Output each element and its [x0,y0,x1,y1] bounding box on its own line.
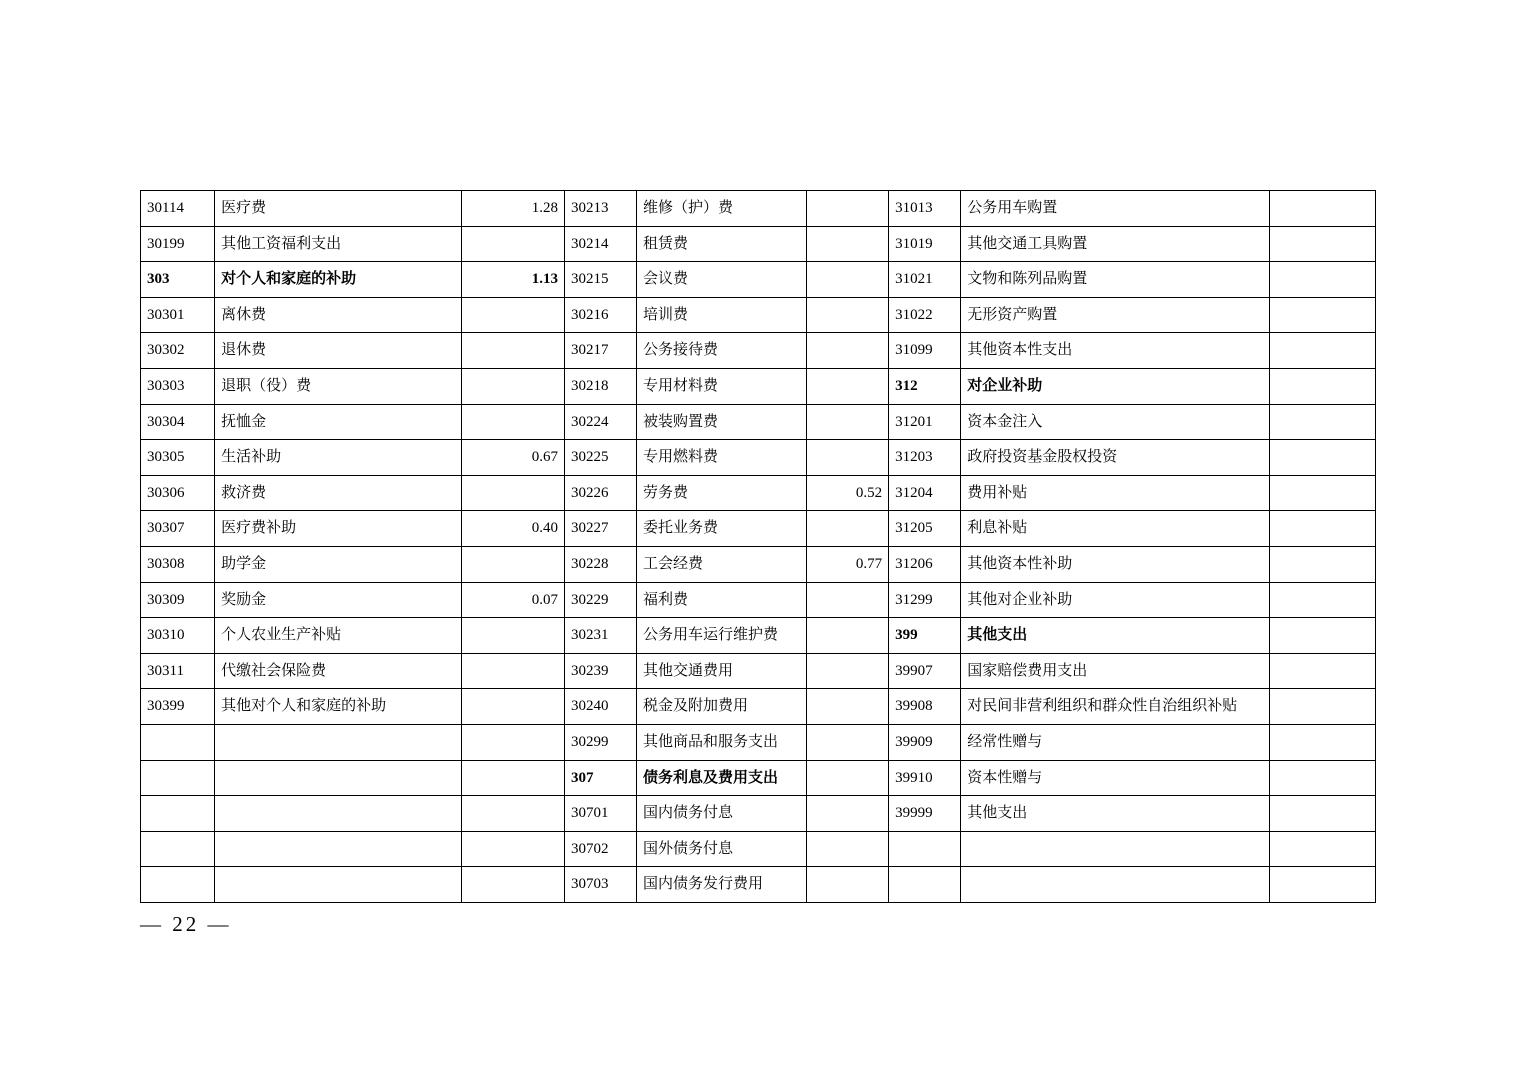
cell-code: 30702 [565,831,637,867]
cell-amount: 0.07 [462,582,565,618]
cell-name: 退休费 [215,333,462,369]
table-row [141,475,1376,511]
cell-code: 31204 [889,475,961,511]
cell-code: 30226 [565,475,637,511]
cell-amount [806,724,888,760]
cell-amount [462,404,565,440]
cell-code [141,831,215,867]
table-body [141,191,1376,903]
cell-amount: 0.67 [462,440,565,476]
cell-name: 退职（役）费 [215,368,462,404]
cell-amount [1269,297,1375,333]
cell-name: 经常性赠与 [961,724,1270,760]
cell-name: 培训费 [637,297,807,333]
cell-amount [1269,689,1375,725]
cell-amount: 1.13 [462,262,565,298]
cell-code: 30309 [141,582,215,618]
cell-name: 其他对企业补助 [961,582,1270,618]
cell-name: 对企业补助 [961,368,1270,404]
cell-name: 代缴社会保险费 [215,653,462,689]
cell-amount [1269,404,1375,440]
cell-code: 31203 [889,440,961,476]
cell-code: 31099 [889,333,961,369]
cell-name: 工会经费 [637,546,807,582]
cell-code: 312 [889,368,961,404]
cell-code: 30399 [141,689,215,725]
cell-name: 其他对个人和家庭的补助 [215,689,462,725]
cell-amount [1269,368,1375,404]
cell-amount [806,226,888,262]
cell-code: 30303 [141,368,215,404]
cell-amount [806,440,888,476]
cell-amount [806,191,888,227]
cell-name: 其他商品和服务支出 [637,724,807,760]
cell-code: 30306 [141,475,215,511]
cell-name: 国内债务付息 [637,796,807,832]
cell-amount [1269,582,1375,618]
cell-name [961,867,1270,903]
cell-name [961,831,1270,867]
cell-amount [806,582,888,618]
cell-name: 其他支出 [961,796,1270,832]
cell-code: 30213 [565,191,637,227]
cell-amount: 1.28 [462,191,565,227]
table-row [141,511,1376,547]
cell-amount [462,867,565,903]
cell-code: 30199 [141,226,215,262]
cell-code: 30701 [565,796,637,832]
cell-name [215,724,462,760]
cell-name [215,831,462,867]
cell-code: 30240 [565,689,637,725]
cell-amount [462,475,565,511]
cell-name: 债务利息及费用支出 [637,760,807,796]
cell-amount [806,333,888,369]
cell-amount [1269,653,1375,689]
cell-code: 30227 [565,511,637,547]
cell-amount [462,724,565,760]
cell-code: 30214 [565,226,637,262]
cell-name [215,867,462,903]
table-row [141,333,1376,369]
cell-code: 30301 [141,297,215,333]
cell-name: 专用材料费 [637,368,807,404]
cell-amount: 0.40 [462,511,565,547]
cell-code: 39999 [889,796,961,832]
cell-amount [806,653,888,689]
cell-name: 其他工资福利支出 [215,226,462,262]
cell-amount [1269,191,1375,227]
cell-name: 无形资产购置 [961,297,1270,333]
cell-code: 30229 [565,582,637,618]
cell-amount [1269,440,1375,476]
cell-code: 30217 [565,333,637,369]
cell-code: 39908 [889,689,961,725]
cell-name: 医疗费补助 [215,511,462,547]
cell-name: 公务用车运行维护费 [637,618,807,654]
cell-code: 30228 [565,546,637,582]
cell-name: 政府投资基金股权投资 [961,440,1270,476]
table-row [141,867,1376,903]
cell-name: 对民间非营利组织和群众性自治组织补贴 [961,689,1270,725]
cell-code: 30216 [565,297,637,333]
cell-code: 30311 [141,653,215,689]
table-row [141,831,1376,867]
table-row [141,404,1376,440]
table-row [141,297,1376,333]
cell-code: 31206 [889,546,961,582]
cell-amount [806,368,888,404]
cell-amount [1269,546,1375,582]
cell-name: 其他交通费用 [637,653,807,689]
cell-name: 税金及附加费用 [637,689,807,725]
cell-code: 30307 [141,511,215,547]
cell-amount [1269,618,1375,654]
cell-name: 其他交通工具购置 [961,226,1270,262]
cell-code: 30304 [141,404,215,440]
cell-code: 30114 [141,191,215,227]
cell-amount [806,760,888,796]
cell-code: 31022 [889,297,961,333]
cell-amount [462,226,565,262]
page-number: — 22 — [140,912,232,936]
cell-name: 福利费 [637,582,807,618]
table-row [141,689,1376,725]
cell-code: 31013 [889,191,961,227]
cell-code: 30302 [141,333,215,369]
cell-amount [806,404,888,440]
cell-amount [462,689,565,725]
cell-name: 委托业务费 [637,511,807,547]
cell-name: 公务接待费 [637,333,807,369]
cell-name: 个人农业生产补贴 [215,618,462,654]
cell-code: 31019 [889,226,961,262]
cell-name: 公务用车购置 [961,191,1270,227]
cell-name: 对个人和家庭的补助 [215,262,462,298]
cell-code: 30225 [565,440,637,476]
cell-name: 离休费 [215,297,462,333]
cell-amount [806,618,888,654]
cell-code: 39907 [889,653,961,689]
cell-amount [806,831,888,867]
cell-name: 奖励金 [215,582,462,618]
cell-amount [462,333,565,369]
table-row [141,226,1376,262]
cell-code [141,760,215,796]
cell-name: 利息补贴 [961,511,1270,547]
cell-name: 医疗费 [215,191,462,227]
table-row [141,724,1376,760]
cell-name: 劳务费 [637,475,807,511]
cell-code [141,724,215,760]
cell-amount [1269,724,1375,760]
cell-name: 其他支出 [961,618,1270,654]
table-row [141,653,1376,689]
cell-amount [1269,475,1375,511]
cell-amount [1269,867,1375,903]
cell-amount [462,368,565,404]
cell-amount [1269,831,1375,867]
cell-code: 39909 [889,724,961,760]
cell-code: 39910 [889,760,961,796]
cell-amount [806,297,888,333]
cell-name: 生活补助 [215,440,462,476]
table-row [141,191,1376,227]
cell-amount [462,831,565,867]
cell-code: 30218 [565,368,637,404]
cell-code [889,831,961,867]
cell-code: 30215 [565,262,637,298]
table-row [141,796,1376,832]
cell-name: 资本性赠与 [961,760,1270,796]
cell-amount [806,867,888,903]
cell-code: 30308 [141,546,215,582]
cell-name: 其他资本性支出 [961,333,1270,369]
cell-name [215,796,462,832]
cell-code: 30703 [565,867,637,903]
table-row [141,618,1376,654]
cell-name: 费用补贴 [961,475,1270,511]
cell-amount [1269,796,1375,832]
cell-code: 31299 [889,582,961,618]
cell-amount [462,297,565,333]
budget-expenditure-table [140,190,1376,903]
cell-code: 31201 [889,404,961,440]
cell-amount [806,796,888,832]
cell-name: 国内债务发行费用 [637,867,807,903]
cell-amount [806,689,888,725]
cell-code: 31021 [889,262,961,298]
table-row [141,440,1376,476]
cell-amount [462,618,565,654]
cell-amount [462,760,565,796]
cell-name: 救济费 [215,475,462,511]
cell-code: 30224 [565,404,637,440]
cell-name: 抚恤金 [215,404,462,440]
cell-amount [462,796,565,832]
cell-amount [1269,760,1375,796]
cell-name: 租赁费 [637,226,807,262]
cell-amount [1269,226,1375,262]
table-row [141,582,1376,618]
cell-code [889,867,961,903]
cell-name: 文物和陈列品购置 [961,262,1270,298]
cell-code [141,867,215,903]
cell-name: 资本金注入 [961,404,1270,440]
cell-name: 国外债务付息 [637,831,807,867]
cell-code: 303 [141,262,215,298]
cell-amount: 0.52 [806,475,888,511]
cell-amount [806,262,888,298]
cell-code: 307 [565,760,637,796]
cell-code: 30305 [141,440,215,476]
table-row [141,760,1376,796]
cell-amount [1269,333,1375,369]
cell-amount: 0.77 [806,546,888,582]
cell-code: 30310 [141,618,215,654]
cell-code: 399 [889,618,961,654]
cell-name [215,760,462,796]
table-row [141,546,1376,582]
cell-name: 助学金 [215,546,462,582]
cell-code: 30239 [565,653,637,689]
cell-code: 30299 [565,724,637,760]
cell-code: 31205 [889,511,961,547]
table-row [141,368,1376,404]
cell-amount [1269,262,1375,298]
cell-name: 维修（护）费 [637,191,807,227]
cell-name: 国家赔偿费用支出 [961,653,1270,689]
cell-code [141,796,215,832]
cell-amount [1269,511,1375,547]
cell-name: 会议费 [637,262,807,298]
table-row [141,262,1376,298]
cell-amount [806,511,888,547]
cell-name: 其他资本性补助 [961,546,1270,582]
cell-name: 专用燃料费 [637,440,807,476]
cell-amount [462,546,565,582]
cell-name: 被装购置费 [637,404,807,440]
cell-code: 30231 [565,618,637,654]
cell-amount [462,653,565,689]
